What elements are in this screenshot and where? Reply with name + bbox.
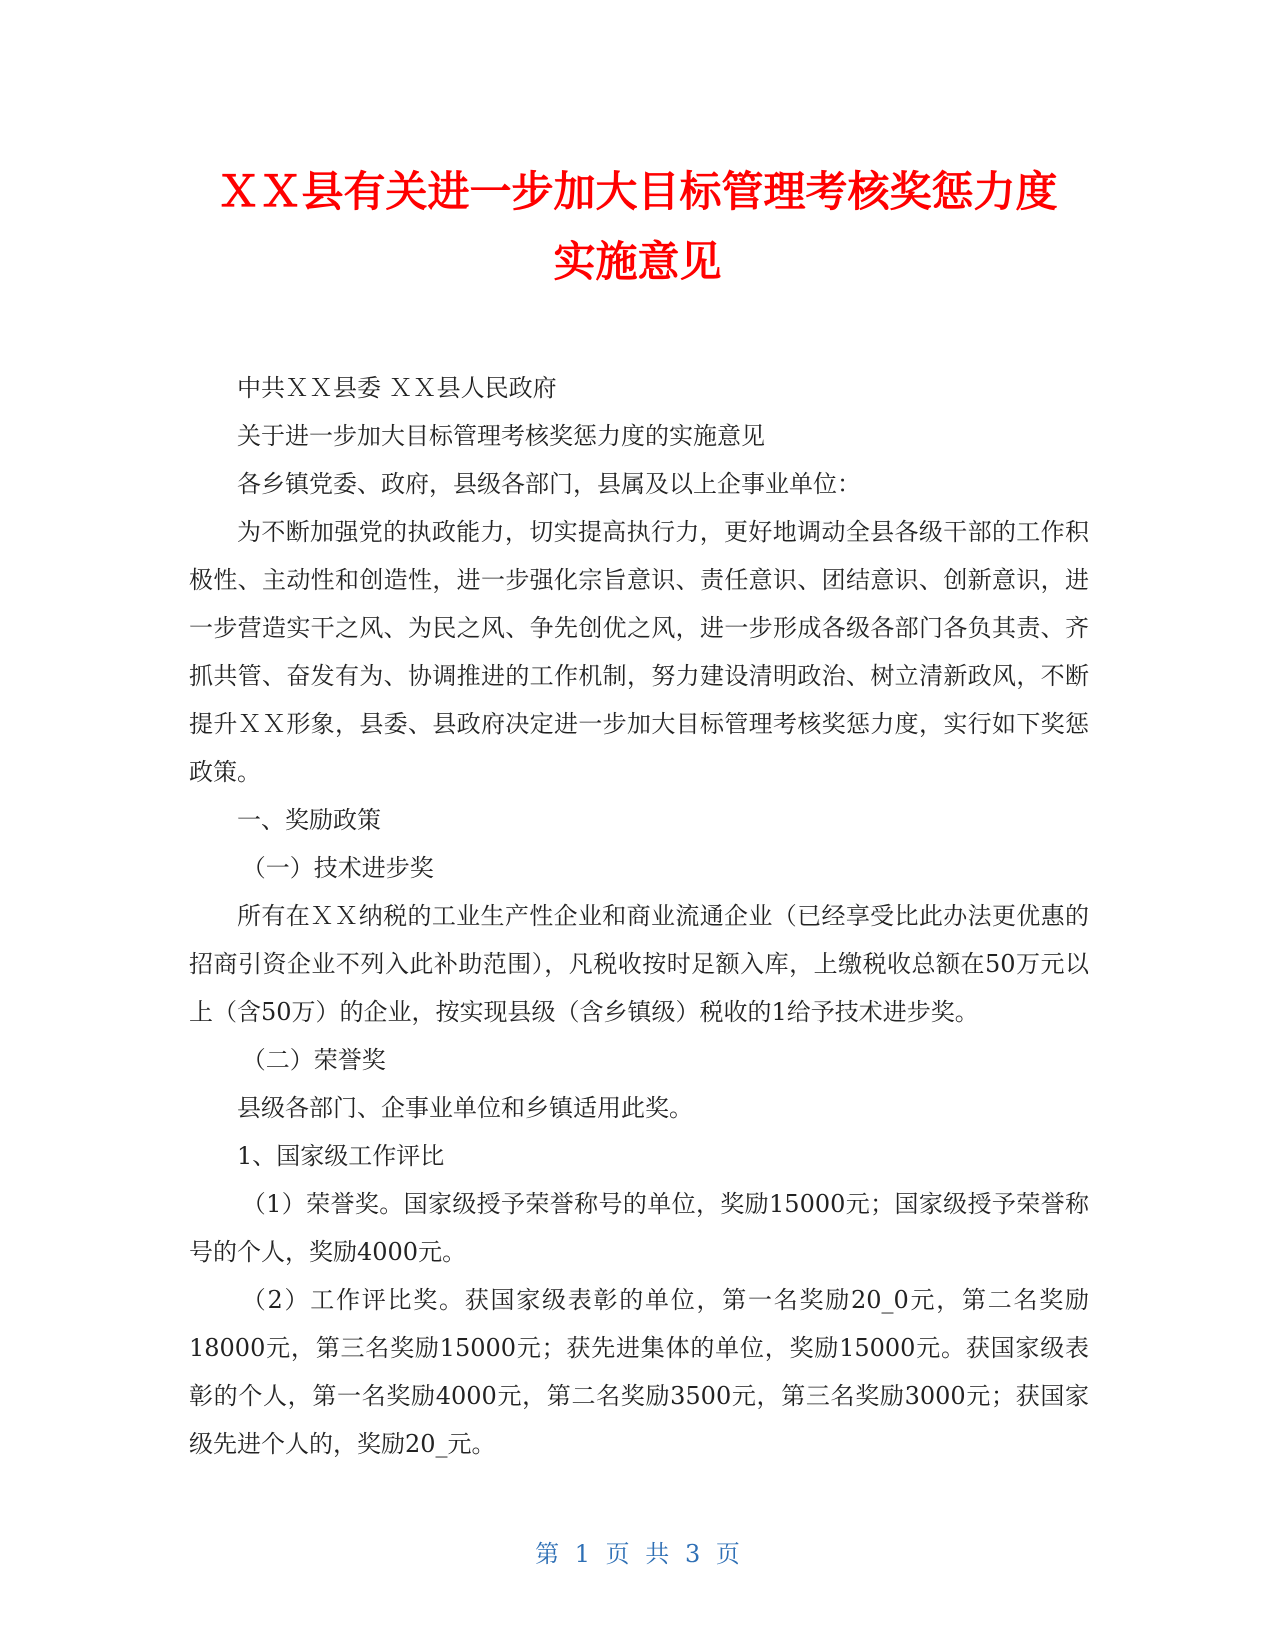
- document-body: [189, 364, 1089, 1468]
- intro-paragraph: 为不断加强党的执政能力，切实提高执行力，更好地调动全县各级干部的工作积极性、主动性和创造性，进一步强化宗旨意识、责任意识、团结意识、创新意识，进一步营造实干之风、为民之风、争先创优之风，进一步形成各级各部门各负其责、齐抓共管、奋发有为、协调推进的工作机制，努力建设清明政治、树立清新政风，不断提升ＸＸ形象，县委、县政府决定进一步加大目标管理考核奖惩力度，实行如下奖惩政策。: [189, 518, 1089, 786]
- subsection-heading-tech-award: （一）技术进步奖: [241, 854, 434, 882]
- tech-award-paragraph: 所有在ＸＸ纳税的工业生产性企业和商业流通企业（已经享受比此办法更优惠的招商引资企业不列入此补助范围），凡税收按时足额入库，上缴税收总额在50万元以上（含50万）的企业，按实现县级（含乡镇级）税收的1给予技术进步奖。: [189, 902, 1089, 1026]
- issuer-line: 中共ＸＸ县委 ＸＸ县人民政府: [237, 374, 557, 402]
- honor-award-scope: 县级各部门、企事业单位和乡镇适用此奖。: [237, 1094, 693, 1122]
- subsection-heading-honor-award: （二）荣誉奖: [241, 1046, 386, 1074]
- honor-award-paragraph: （1）荣誉奖。国家级授予荣誉称号的单位，奖励15000元；国家级授予荣誉称号的个人，奖励4000元。: [189, 1190, 1089, 1266]
- work-evaluation-paragraph: （2）工作评比奖。获国家级表彰的单位，第一名奖励20_0元，第二名奖励18000元，第三名奖励15000元；获先进集体的单位，奖励15000元。获国家级表彰的个人，第一名奖励4000元，第二名奖励3500元，第三名奖励3000元；获国家级先进个人的，奖励20_元。: [189, 1286, 1089, 1458]
- section-heading-reward-policy: 一、奖励政策: [237, 806, 381, 834]
- document-title-line-2: 实施意见: [553, 237, 722, 286]
- item-heading-national-evaluation: 1、国家级工作评比: [237, 1142, 445, 1170]
- document-title-line-1: ＸＸ县有关进一步加大目标管理考核奖惩力度: [217, 167, 1058, 216]
- document-subtitle: 关于进一步加大目标管理考核奖惩力度的实施意见: [237, 422, 765, 450]
- page-number-footer: 第 1 页 共 3 页: [535, 1540, 740, 1568]
- addressee-line: 各乡镇党委、政府，县级各部门，县属及以上企事业单位：: [237, 470, 861, 498]
